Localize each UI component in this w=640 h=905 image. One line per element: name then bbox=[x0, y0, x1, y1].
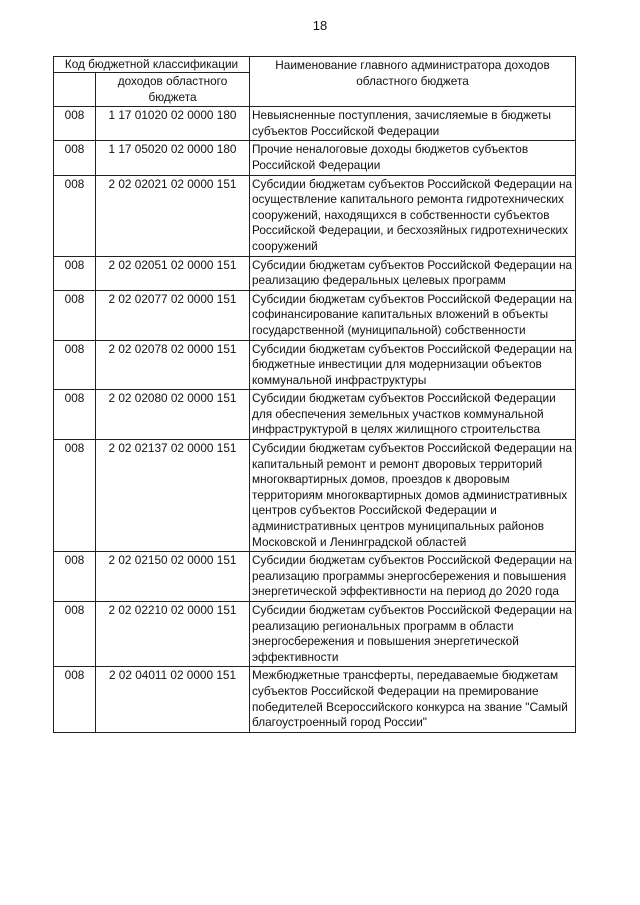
admin-code-cell: 008 bbox=[54, 340, 96, 390]
admin-code-cell: 008 bbox=[54, 440, 96, 552]
administrator-name-cell: Субсидии бюджетам субъектов Российской Федерации для обеспечения земельных участков коммунальной инфраструктурой в целях жилищного строительства bbox=[250, 390, 576, 440]
header-income-column: доходов областного бюджета bbox=[96, 73, 250, 107]
table-row bbox=[54, 290, 576, 340]
income-code-cell: 2 02 04011 02 0000 151 bbox=[96, 667, 250, 732]
admin-code-cell: 008 bbox=[54, 552, 96, 602]
income-code-cell: 2 02 02051 02 0000 151 bbox=[96, 256, 250, 290]
header-code-group: Код бюджетной классификации bbox=[54, 57, 250, 73]
table-row bbox=[54, 256, 576, 290]
table-row bbox=[54, 141, 576, 175]
administrator-name-cell: Прочие неналоговые доходы бюджетов субъектов Российской Федерации bbox=[250, 141, 576, 175]
admin-code-cell: 008 bbox=[54, 107, 96, 141]
income-code-cell: 1 17 05020 02 0000 180 bbox=[96, 141, 250, 175]
income-code-cell: 2 02 02137 02 0000 151 bbox=[96, 440, 250, 552]
income-code-cell: 2 02 02080 02 0000 151 bbox=[96, 390, 250, 440]
header-row bbox=[54, 57, 576, 73]
page-number: 18 bbox=[312, 18, 328, 33]
administrator-name-cell: Субсидии бюджетам субъектов Российской Федерации на реализацию программы энергосбережения и повышения энергетической эффективности на период до 2020 года bbox=[250, 552, 576, 602]
administrator-name-cell: Субсидии бюджетам субъектов Российской Федерации на реализацию региональных программ в области энергосбережения и повышения энергетической эффективности bbox=[250, 602, 576, 667]
administrator-name-cell: Субсидии бюджетам субъектов Российской Федерации на софинансирование капитальных вложений в объекты государственной (муниципальной) собственности bbox=[250, 290, 576, 340]
admin-code-cell: 008 bbox=[54, 390, 96, 440]
income-code-cell: 2 02 02078 02 0000 151 bbox=[96, 340, 250, 390]
administrator-name-cell: Субсидии бюджетам субъектов Российской Федерации на бюджетные инвестиции для модернизации объектов коммунальной инфраструктуры bbox=[250, 340, 576, 390]
admin-code-cell: 008 bbox=[54, 602, 96, 667]
admin-code-cell: 008 bbox=[54, 667, 96, 732]
income-code-cell: 2 02 02210 02 0000 151 bbox=[96, 602, 250, 667]
table-row bbox=[54, 602, 576, 667]
table-row bbox=[54, 175, 576, 256]
table-row bbox=[54, 390, 576, 440]
table-row bbox=[54, 667, 576, 732]
income-code-cell: 2 02 02077 02 0000 151 bbox=[96, 290, 250, 340]
header-admin-cell bbox=[54, 73, 96, 107]
table-row bbox=[54, 340, 576, 390]
header-name-column: Наименование главного администратора доходов областного бюджета bbox=[250, 57, 576, 107]
administrator-name-cell: Невыясненные поступления, зачисляемые в бюджеты субъектов Российской Федерации bbox=[250, 107, 576, 141]
admin-code-cell: 008 bbox=[54, 290, 96, 340]
table-row bbox=[54, 107, 576, 141]
budget-classification-table bbox=[53, 56, 576, 733]
income-code-cell: 2 02 02021 02 0000 151 bbox=[96, 175, 250, 256]
admin-code-cell: 008 bbox=[54, 256, 96, 290]
administrator-name-cell: Субсидии бюджетам субъектов Российской Федерации на капитальный ремонт и ремонт дворовых территорий многоквартирных домов, проездов к дворовым территориям многоквартирных домов административных центров субъектов Российской Федерации и административных центров муниципальных районов Московской и Ленинградской областей bbox=[250, 440, 576, 552]
table-row bbox=[54, 552, 576, 602]
income-code-cell: 1 17 01020 02 0000 180 bbox=[96, 107, 250, 141]
admin-code-cell: 008 bbox=[54, 141, 96, 175]
table-row bbox=[54, 440, 576, 552]
admin-code-cell: 008 bbox=[54, 175, 96, 256]
income-code-cell: 2 02 02150 02 0000 151 bbox=[96, 552, 250, 602]
administrator-name-cell: Межбюджетные трансферты, передаваемые бюджетам субъектов Российской Федерации на премирование победителей Всероссийского конкурса на звание "Самый благоустроенный город России" bbox=[250, 667, 576, 732]
administrator-name-cell: Субсидии бюджетам субъектов Российской Федерации на осуществление капитального ремонта гидротехнических сооружений, находящихся в собственности субъектов Российской Федерации, и бесхозяйных гидротехнических сооружений bbox=[250, 175, 576, 256]
administrator-name-cell: Субсидии бюджетам субъектов Российской Федерации на реализацию федеральных целевых программ bbox=[250, 256, 576, 290]
